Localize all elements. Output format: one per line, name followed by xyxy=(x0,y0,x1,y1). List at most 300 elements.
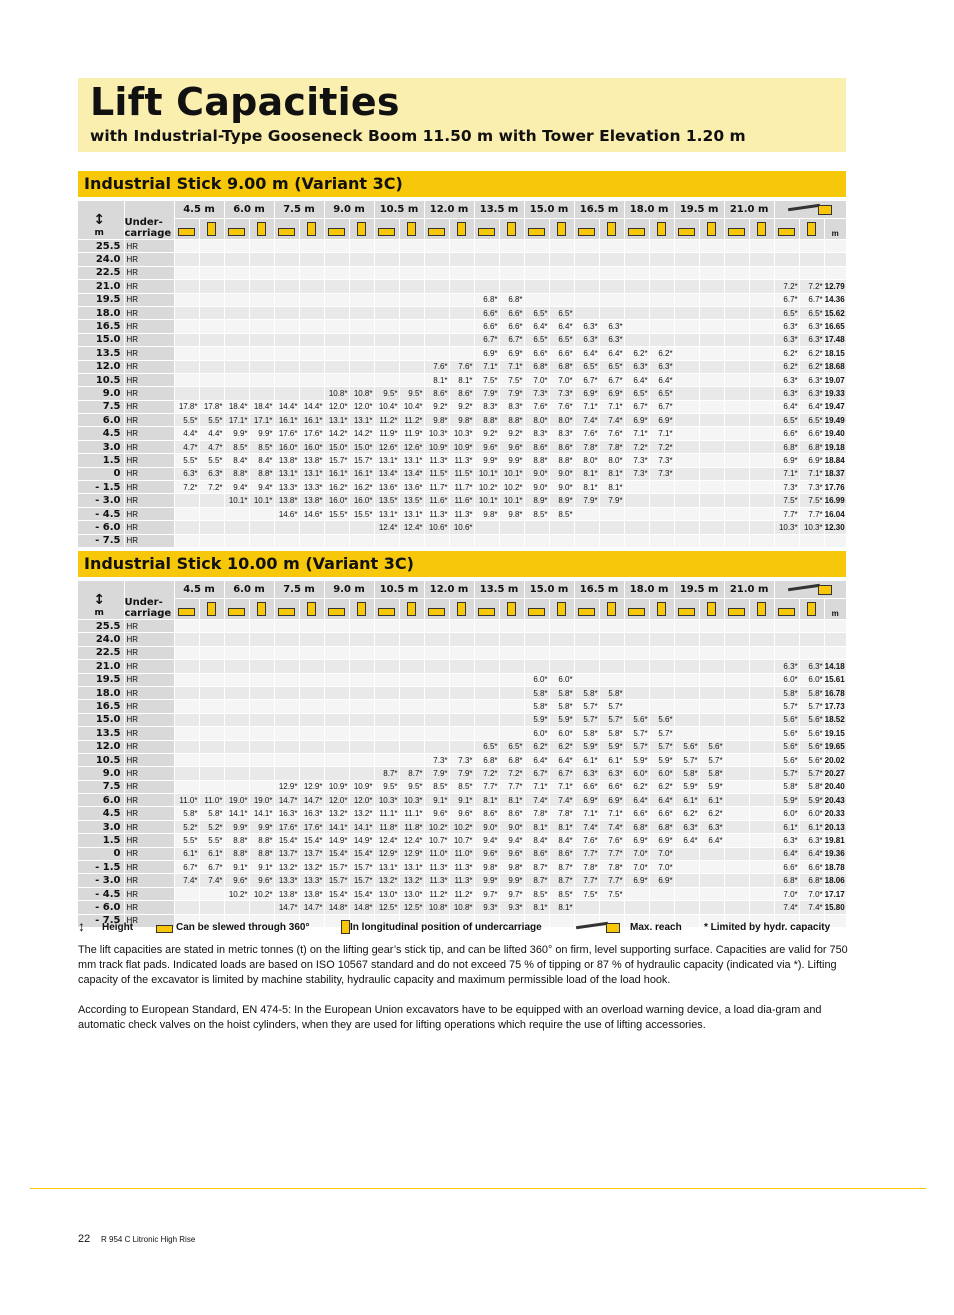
capacity-cell xyxy=(249,620,274,633)
capacity-cell xyxy=(624,686,649,699)
capacity-cell xyxy=(724,440,749,453)
capacity-cell xyxy=(274,253,299,266)
stick-10m-section xyxy=(78,551,846,928)
max-reach-distance: 20.40 xyxy=(824,780,846,793)
capacity-cell xyxy=(474,673,499,686)
capacity-cell xyxy=(424,320,449,333)
slew-icon xyxy=(224,219,249,240)
max-reach-slew-cell: 5.8* xyxy=(774,780,799,793)
max-reach-slew-cell: 10.3* xyxy=(774,521,799,534)
capacity-cell: 9.9* xyxy=(249,820,274,833)
capacity-cell xyxy=(724,794,749,807)
table-row xyxy=(78,713,846,726)
capacity-cell: 6.3* xyxy=(649,360,674,373)
capacity-cell: 12.9* xyxy=(299,780,324,793)
max-reach-distance: 18.15 xyxy=(824,347,846,360)
capacity-cell: 8.5* xyxy=(249,440,274,453)
capacity-cell xyxy=(724,834,749,847)
page-subtitle: with Industrial-Type Gooseneck Boom 11.50 m with Tower Elevation 1.20 m xyxy=(90,127,746,145)
max-reach-slew-cell: 7.4* xyxy=(774,901,799,914)
capacity-cell xyxy=(449,686,474,699)
capacity-cell xyxy=(424,633,449,646)
height-header xyxy=(78,581,124,620)
capacity-cell xyxy=(224,700,249,713)
max-reach-long-cell: 6.2* xyxy=(799,347,824,360)
longitudinal-icon xyxy=(699,599,724,620)
capacity-cell: 6.9* xyxy=(474,347,499,360)
legend-longitudinal: In longitudinal position of undercarriage xyxy=(350,922,542,933)
capacity-cell xyxy=(449,713,474,726)
capacity-cell: 9.0* xyxy=(549,467,574,480)
capacity-cell: 8.5* xyxy=(424,780,449,793)
capacity-cell xyxy=(524,620,549,633)
radius-header: 6.0 m xyxy=(224,581,274,599)
capacity-cell: 5.6* xyxy=(674,740,699,753)
capacity-cell xyxy=(474,713,499,726)
capacity-cell: 6.4* xyxy=(599,347,624,360)
max-reach-long-cell: 5.8* xyxy=(799,686,824,699)
capacity-cell: 10.2* xyxy=(424,820,449,833)
capacity-cell xyxy=(649,646,674,659)
capacity-cell: 13.2* xyxy=(324,807,349,820)
capacity-cell xyxy=(674,240,699,253)
capacity-cell: 7.9* xyxy=(449,767,474,780)
capacity-cell xyxy=(749,333,774,346)
height-value: 10.5 xyxy=(78,753,124,766)
capacity-cell xyxy=(174,360,199,373)
capacity-cell: 14.2* xyxy=(324,427,349,440)
capacity-cell xyxy=(249,333,274,346)
capacity-cell xyxy=(624,280,649,293)
capacity-cell xyxy=(599,240,624,253)
capacity-cell xyxy=(699,333,724,346)
max-reach-distance: 19.49 xyxy=(824,414,846,427)
capacity-cell: 6.0* xyxy=(524,727,549,740)
capacity-cell: 7.1* xyxy=(649,427,674,440)
capacity-cell: 6.0* xyxy=(524,673,549,686)
capacity-cell: 14.8* xyxy=(349,901,374,914)
capacity-cell xyxy=(699,713,724,726)
capacity-cell xyxy=(199,373,224,386)
max-reach-long-cell: 6.7* xyxy=(799,293,824,306)
capacity-cell: 7.3* xyxy=(424,753,449,766)
capacity-cell: 6.3* xyxy=(574,320,599,333)
capacity-cell: 9.8* xyxy=(474,507,499,520)
capacity-cell: 5.7* xyxy=(599,700,624,713)
capacity-cell xyxy=(324,293,349,306)
capacity-cell: 12.4* xyxy=(374,521,399,534)
table-row xyxy=(78,360,846,373)
capacity-cell xyxy=(174,887,199,900)
capacity-cell: 6.8* xyxy=(549,360,574,373)
capacity-cell xyxy=(374,306,399,319)
capacity-cell: 16.2* xyxy=(324,481,349,494)
capacity-cell xyxy=(199,633,224,646)
capacity-cell: 6.3* xyxy=(199,467,224,480)
capacity-cell: 9.4* xyxy=(249,481,274,494)
capacity-cell xyxy=(374,740,399,753)
capacity-cell xyxy=(674,887,699,900)
capacity-cell xyxy=(449,534,474,547)
capacity-cell: 6.4* xyxy=(574,347,599,360)
capacity-cell: 14.2* xyxy=(349,427,374,440)
height-value: 13.5 xyxy=(78,347,124,360)
capacity-cell xyxy=(374,633,399,646)
undercarriage-value: HR xyxy=(124,373,174,386)
capacity-cell: 5.5* xyxy=(199,454,224,467)
capacity-cell xyxy=(449,240,474,253)
capacity-cell xyxy=(674,686,699,699)
capacity-cell xyxy=(574,660,599,673)
capacity-cell xyxy=(624,293,649,306)
capacity-cell xyxy=(324,240,349,253)
capacity-cell xyxy=(674,874,699,887)
capacity-cell: 6.7* xyxy=(199,861,224,874)
radius-header: 13.5 m xyxy=(474,581,524,599)
capacity-cell: 6.0* xyxy=(649,767,674,780)
capacity-cell xyxy=(549,280,574,293)
capacity-cell xyxy=(174,347,199,360)
undercarriage-value: HR xyxy=(124,686,174,699)
capacity-cell: 8.6* xyxy=(549,847,574,860)
capacity-cell xyxy=(499,240,524,253)
capacity-cell xyxy=(549,534,574,547)
capacity-cell: 13.0* xyxy=(374,887,399,900)
capacity-cell: 8.0* xyxy=(524,414,549,427)
capacity-cell: 6.7* xyxy=(474,333,499,346)
capacity-cell: 7.6* xyxy=(424,360,449,373)
capacity-cell: 6.5* xyxy=(599,360,624,373)
undercarriage-value: HR xyxy=(124,400,174,413)
capacity-cell xyxy=(299,646,324,659)
capacity-cell xyxy=(299,633,324,646)
capacity-cell: 11.2* xyxy=(374,414,399,427)
capacity-cell xyxy=(724,387,749,400)
max-reach-long-cell: 6.3* xyxy=(799,333,824,346)
capacity-cell xyxy=(649,660,674,673)
longitudinal-icon xyxy=(499,219,524,240)
undercarriage-value: HR xyxy=(124,673,174,686)
capacity-cell xyxy=(749,874,774,887)
capacity-cell xyxy=(174,521,199,534)
capacity-cell: 14.8* xyxy=(324,901,349,914)
undercarriage-value: HR xyxy=(124,660,174,673)
capacity-cell: 7.8* xyxy=(599,861,624,874)
capacity-cell xyxy=(224,266,249,279)
capacity-cell xyxy=(224,780,249,793)
capacity-cell: 7.8* xyxy=(574,861,599,874)
capacity-cell: 7.0* xyxy=(649,847,674,860)
capacity-cell xyxy=(724,240,749,253)
longitudinal-icon xyxy=(299,219,324,240)
capacity-cell xyxy=(674,534,699,547)
table-row xyxy=(78,700,846,713)
table-row xyxy=(78,454,846,467)
capacity-cell: 8.7* xyxy=(399,767,424,780)
table-row xyxy=(78,280,846,293)
capacity-cell: 13.3* xyxy=(299,481,324,494)
height-value: - 6.0 xyxy=(78,901,124,914)
radius-header: 13.5 m xyxy=(474,201,524,219)
capacity-cell xyxy=(499,700,524,713)
capacity-cell: 6.3* xyxy=(174,467,199,480)
capacity-cell xyxy=(174,534,199,547)
capacity-cell xyxy=(724,494,749,507)
capacity-cell: 7.4* xyxy=(199,874,224,887)
table-row xyxy=(78,440,846,453)
capacity-cell xyxy=(674,646,699,659)
capacity-cell: 8.6* xyxy=(449,387,474,400)
undercarriage-value: HR xyxy=(124,414,174,427)
capacity-cell: 7.3* xyxy=(524,387,549,400)
table-row xyxy=(78,373,846,386)
slew-icon xyxy=(224,599,249,620)
capacity-cell xyxy=(724,753,749,766)
capacity-cell xyxy=(474,240,499,253)
capacity-cell: 8.5* xyxy=(549,887,574,900)
capacity-cell: 11.7* xyxy=(424,481,449,494)
capacity-cell xyxy=(199,620,224,633)
capacity-cell: 14.6* xyxy=(274,507,299,520)
capacity-cell: 11.1* xyxy=(399,807,424,820)
capacity-cell xyxy=(749,727,774,740)
capacity-cell: 7.0* xyxy=(524,373,549,386)
capacity-cell xyxy=(724,293,749,306)
capacity-cell xyxy=(374,753,399,766)
max-reach-slew-cell: 5.7* xyxy=(774,700,799,713)
capacity-cell: 11.3* xyxy=(449,507,474,520)
capacity-cell: 7.7* xyxy=(499,780,524,793)
capacity-cell xyxy=(724,874,749,887)
capacity-cell: 8.7* xyxy=(524,861,549,874)
capacity-cell xyxy=(624,333,649,346)
capacity-cell: 9.9* xyxy=(499,454,524,467)
height-value: 4.5 xyxy=(78,427,124,440)
capacity-cell: 7.5* xyxy=(599,887,624,900)
capacity-cell xyxy=(374,360,399,373)
capacity-cell: 9.0* xyxy=(499,820,524,833)
undercarriage-value: HR xyxy=(124,713,174,726)
capacity-cell: 14.7* xyxy=(274,901,299,914)
height-value: 7.5 xyxy=(78,400,124,413)
capacity-cell: 11.5* xyxy=(449,467,474,480)
capacity-cell: 17.8* xyxy=(199,400,224,413)
capacity-cell: 6.4* xyxy=(524,753,549,766)
max-reach-slew-cell: 6.1* xyxy=(774,820,799,833)
capacity-cell: 6.6* xyxy=(474,306,499,319)
page-title: Lift Capacities xyxy=(90,80,400,124)
capacity-cell xyxy=(249,240,274,253)
capacity-cell: 17.8* xyxy=(174,400,199,413)
capacity-cell: 7.3* xyxy=(624,467,649,480)
capacity-cell xyxy=(349,280,374,293)
max-reach-long-cell xyxy=(799,240,824,253)
capacity-cell: 6.6* xyxy=(624,807,649,820)
capacity-cell xyxy=(224,333,249,346)
capacity-cell: 10.8* xyxy=(449,901,474,914)
capacity-cell xyxy=(424,253,449,266)
capacity-cell xyxy=(749,507,774,520)
capacity-cell xyxy=(549,620,574,633)
capacity-cell xyxy=(274,347,299,360)
longitudinal-icon xyxy=(299,599,324,620)
capacity-cell: 8.7* xyxy=(524,874,549,887)
capacity-cell: 8.8* xyxy=(249,467,274,480)
radius-header: 9.0 m xyxy=(324,201,374,219)
capacity-cell xyxy=(349,253,374,266)
max-reach-slew-cell: 6.2* xyxy=(774,360,799,373)
capacity-cell xyxy=(749,454,774,467)
capacity-cell: 8.8* xyxy=(224,847,249,860)
capacity-cell: 11.0* xyxy=(424,847,449,860)
capacity-cell xyxy=(224,646,249,659)
max-reach-slew-cell: 7.3* xyxy=(774,481,799,494)
max-unit: m xyxy=(824,599,846,620)
capacity-cell xyxy=(399,534,424,547)
section-title: Industrial Stick 10.00 m (Variant 3C) xyxy=(78,551,846,577)
capacity-cell xyxy=(249,306,274,319)
max-reach-slew-cell: 6.4* xyxy=(774,400,799,413)
capacity-cell xyxy=(449,646,474,659)
capacity-cell: 14.1* xyxy=(349,820,374,833)
capacity-cell xyxy=(474,266,499,279)
max-reach-slew-cell: 7.0* xyxy=(774,887,799,900)
capacity-cell xyxy=(324,713,349,726)
capacity-cell: 10.3* xyxy=(424,427,449,440)
max-reach-slew-cell xyxy=(774,253,799,266)
capacity-cell: 16.0* xyxy=(349,494,374,507)
capacity-cell xyxy=(174,780,199,793)
slew-icon xyxy=(174,599,199,620)
slew-icon xyxy=(174,219,199,240)
capacity-cell xyxy=(699,414,724,427)
capacity-cell: 10.3* xyxy=(449,427,474,440)
capacity-cell xyxy=(749,240,774,253)
capacity-cell: 6.4* xyxy=(649,794,674,807)
capacity-cell xyxy=(674,427,699,440)
capacity-cell: 13.2* xyxy=(399,874,424,887)
capacity-cell xyxy=(674,700,699,713)
table-row xyxy=(78,686,846,699)
capacity-cell xyxy=(599,534,624,547)
capacity-cell: 6.5* xyxy=(549,306,574,319)
capacity-cell xyxy=(574,293,599,306)
undercarriage-value: HR xyxy=(124,534,174,547)
max-reach-slew-cell: 6.7* xyxy=(774,293,799,306)
capacity-cell: 7.4* xyxy=(574,820,599,833)
capacity-cell: 8.6* xyxy=(524,440,549,453)
capacity-cell: 6.1* xyxy=(699,794,724,807)
capacity-cell xyxy=(624,646,649,659)
capacity-cell: 9.6* xyxy=(249,874,274,887)
capacity-cell xyxy=(749,266,774,279)
capacity-cell xyxy=(549,240,574,253)
capacity-cell: 7.3* xyxy=(624,454,649,467)
capacity-cell xyxy=(174,620,199,633)
capacity-cell: 5.6* xyxy=(649,713,674,726)
max-reach-long-cell: 6.9* xyxy=(799,454,824,467)
capacity-cell: 10.8* xyxy=(349,387,374,400)
capacity-cell xyxy=(424,280,449,293)
capacity-cell: 4.7* xyxy=(199,440,224,453)
capacity-cell: 8.5* xyxy=(524,887,549,900)
capacity-cell: 15.4* xyxy=(349,887,374,900)
capacity-cell xyxy=(749,440,774,453)
capacity-cell xyxy=(699,266,724,279)
capacity-cell xyxy=(324,767,349,780)
capacity-cell xyxy=(449,333,474,346)
capacity-cell xyxy=(599,633,624,646)
max-reach-slew-cell xyxy=(774,240,799,253)
capacity-cell: 13.1* xyxy=(399,454,424,467)
capacity-cell xyxy=(224,620,249,633)
capacity-cell: 12.5* xyxy=(399,901,424,914)
capacity-cell xyxy=(449,306,474,319)
capacity-cell xyxy=(524,534,549,547)
table-row xyxy=(78,507,846,520)
capacity-cell xyxy=(224,521,249,534)
capacity-cell xyxy=(749,834,774,847)
capacity-cell xyxy=(549,293,574,306)
capacity-cell xyxy=(699,727,724,740)
capacity-cell xyxy=(649,481,674,494)
capacity-cell: 6.6* xyxy=(649,807,674,820)
capacity-cell: 9.6* xyxy=(499,440,524,453)
capacity-cell xyxy=(324,660,349,673)
capacity-cell: 7.9* xyxy=(499,387,524,400)
capacity-cell: 10.8* xyxy=(324,387,349,400)
capacity-cell xyxy=(499,713,524,726)
capacity-cell: 7.6* xyxy=(574,427,599,440)
excavator-reach-icon xyxy=(788,581,832,595)
capacity-cell: 7.4* xyxy=(599,820,624,833)
capacity-cell: 11.0* xyxy=(449,847,474,860)
height-value: 18.0 xyxy=(78,686,124,699)
capacity-cell xyxy=(299,700,324,713)
capacity-cell xyxy=(574,901,599,914)
capacity-cell: 6.5* xyxy=(499,740,524,753)
capacity-cell xyxy=(274,673,299,686)
max-reach-distance: 20.02 xyxy=(824,753,846,766)
capacity-cell: 6.2* xyxy=(549,740,574,753)
capacity-cell xyxy=(699,467,724,480)
capacity-cell xyxy=(749,414,774,427)
capacity-cell: 5.5* xyxy=(174,834,199,847)
capacity-cell: 6.9* xyxy=(624,834,649,847)
capacity-cell: 9.9* xyxy=(474,454,499,467)
max-reach-header xyxy=(774,581,846,599)
capacity-cell: 6.9* xyxy=(624,874,649,887)
max-reach-long-cell: 6.3* xyxy=(799,834,824,847)
capacity-cell: 16.0* xyxy=(274,440,299,453)
capacity-cell: 5.8* xyxy=(549,686,574,699)
capacity-cell xyxy=(424,306,449,319)
capacity-cell xyxy=(724,686,749,699)
capacity-cell: 6.2* xyxy=(699,807,724,820)
capacity-cell: 11.2* xyxy=(424,887,449,900)
capacity-cell xyxy=(249,266,274,279)
capacity-cell xyxy=(249,673,274,686)
capacity-cell: 12.0* xyxy=(349,794,374,807)
capacity-cell: 11.2* xyxy=(449,887,474,900)
capacity-cell: 8.1* xyxy=(574,467,599,480)
capacity-cell xyxy=(174,306,199,319)
table-row xyxy=(78,620,846,633)
capacity-cell xyxy=(424,240,449,253)
max-reach-slew-cell: 6.3* xyxy=(774,387,799,400)
capacity-cell: 9.8* xyxy=(499,507,524,520)
table-row xyxy=(78,481,846,494)
